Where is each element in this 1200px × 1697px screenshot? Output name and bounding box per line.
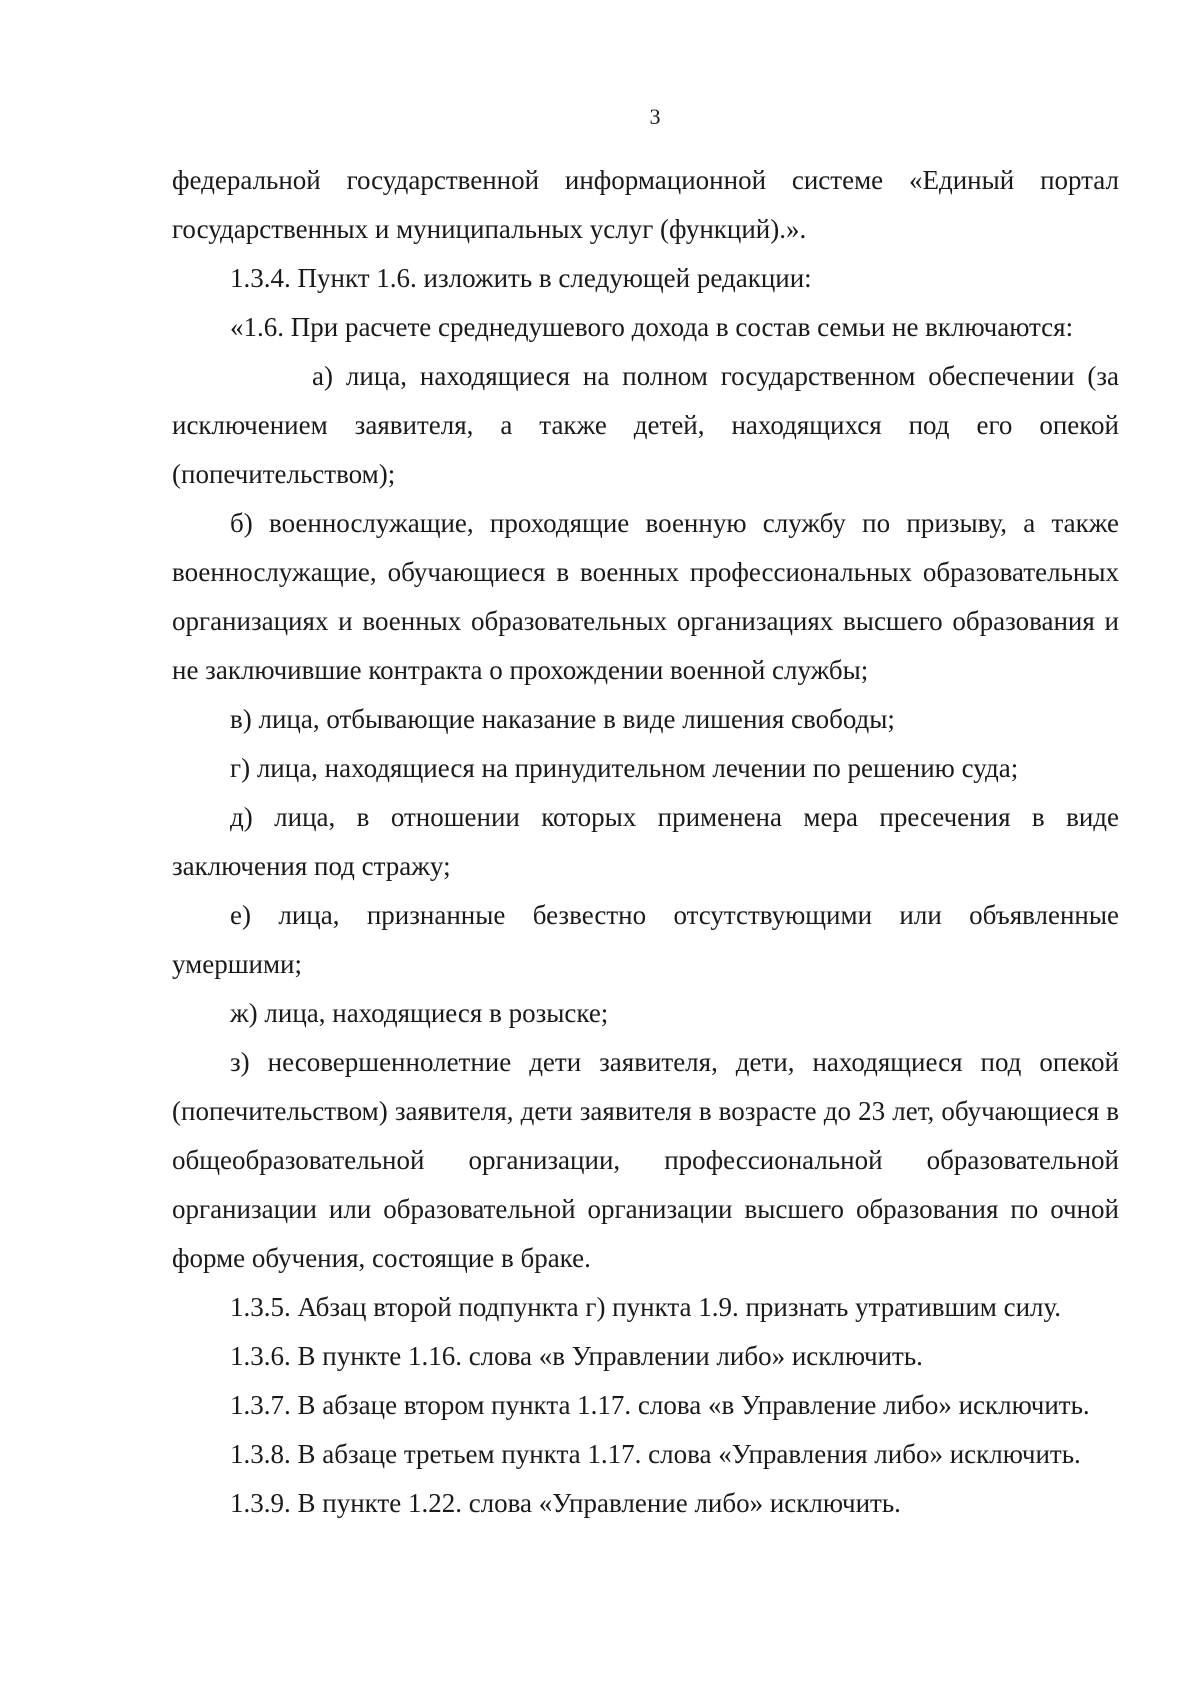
page-number: 3	[649, 104, 661, 129]
paragraph-1-6-intro: «1.6. При расчете среднедушевого дохода в состав семьи не включаются:	[230, 312, 1074, 342]
document-body	[172, 156, 1119, 1528]
paragraph-1-3-7: 1.3.7. В абзаце втором пункта 1.17. слова «в Управление либо» исключить.	[230, 1390, 1090, 1420]
list-item-z: з) несовершеннолетние дети заявителя, дети, находящиеся под опекой (попечительством) заявителя, дети заявителя в возрасте до 23 лет, обучающиеся в общеобразовательной организации, профессиональной образовательной организации или образовательной организации высшего образования по очной форме обучения, состоящие в браке.	[172, 1047, 1119, 1273]
list-item-zh: ж) лица, находящиеся в розыске;	[230, 998, 609, 1028]
list-item-a: а) лица, находящиеся на полном государственном обеспечении (за исключением заявителя, а также детей, находящихся под его опекой (попечительством);	[172, 361, 1119, 489]
paragraph-1-3-4: 1.3.4. Пункт 1.6. изложить в следующей редакции:	[230, 263, 812, 293]
list-item-g: г) лица, находящиеся на принудительном лечении по решению суда;	[230, 753, 1019, 783]
paragraph-1-3-8: 1.3.8. В абзаце третьем пункта 1.17. слова «Управления либо» исключить.	[230, 1439, 1081, 1469]
paragraph-1-3-6: 1.3.6. В пункте 1.16. слова «в Управлении либо» исключить.	[230, 1341, 923, 1371]
list-item-b: б) военнослужащие, проходящие военную службу по призыву, а также военнослужащие, обучающиеся в военных профессиональных образовательных организациях и военных образовательных организациях высшего образования и не заключившие контракта о прохождении военной службы;	[172, 508, 1119, 685]
paragraph-continuation: федеральной государственной информационной системе «Единый портал государственных и муниципальных услуг (функций).».	[172, 165, 1119, 244]
paragraph-1-3-5: 1.3.5. Абзац второй подпункта г) пункта 1.9. признать утратившим силу.	[230, 1292, 1062, 1322]
list-item-d: д) лица, в отношении которых применена мера пресечения в виде заключения под стражу;	[172, 802, 1119, 881]
list-item-e: е) лица, признанные безвестно отсутствующими или объявленные умершими;	[172, 900, 1119, 979]
list-item-v: в) лица, отбывающие наказание в виде лишения свободы;	[230, 704, 895, 734]
paragraph-1-3-9: 1.3.9. В пункте 1.22. слова «Управление либо» исключить.	[230, 1488, 901, 1518]
